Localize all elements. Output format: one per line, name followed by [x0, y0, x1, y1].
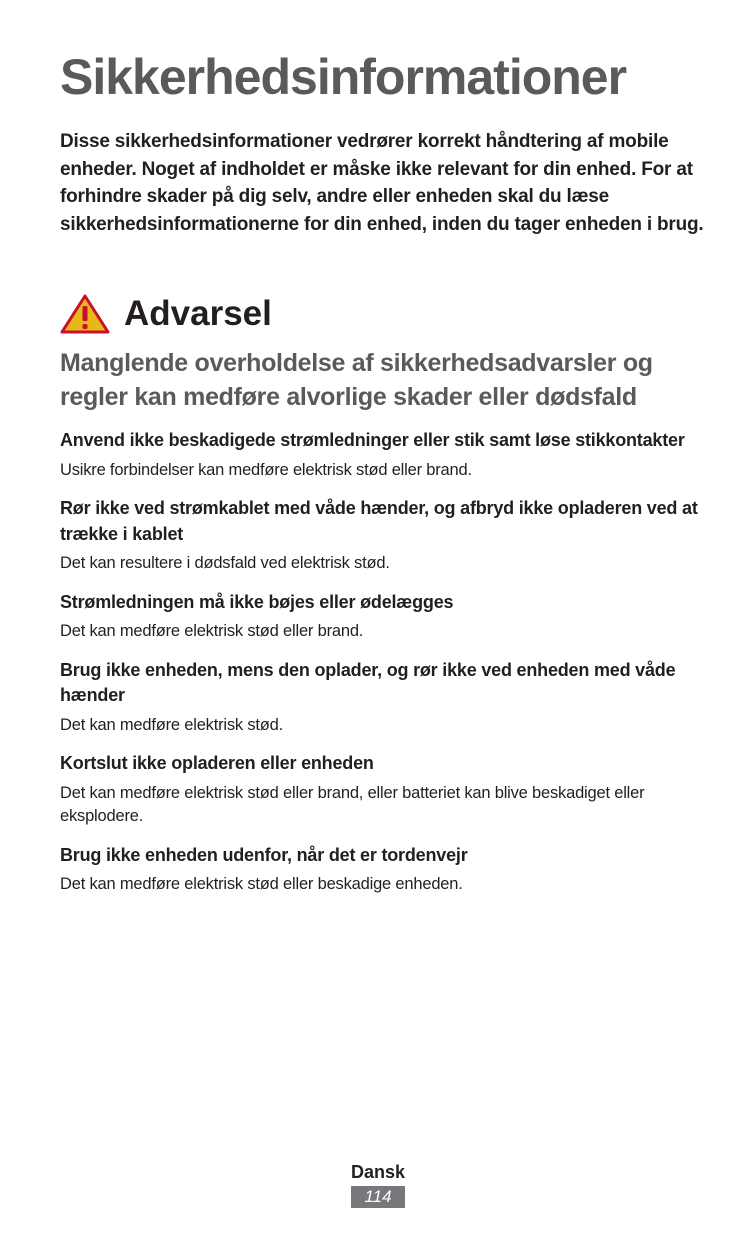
section-subtitle: Manglende overholdelse af sikkerhedsadvarsler og regler kan medføre alvorlige skader eller dødsfald — [60, 349, 653, 411]
safety-item — [60, 658, 708, 738]
item-body: Det kan medføre elektrisk stød eller beskadige enheden. — [60, 875, 463, 893]
footer-language: Dansk — [350, 1162, 406, 1182]
intro-paragraph: Disse sikkerhedsinformationer vedrører korrekt håndtering af mobile enheder. Noget af indholdet er måske ikke relevant for din enhed. For at forhindre skader på dig selv, andre eller enheden skal du læse sikkerhedsinformationerne for din enhed, inden du tager enheden i brug. — [60, 131, 704, 235]
safety-item — [60, 428, 708, 482]
item-title: Anvend ikke beskadigede strømledninger eller stik samt løse stikkontakter — [60, 430, 685, 450]
page-number-badge: 114 — [351, 1186, 405, 1208]
item-title: Kortslut ikke opladeren eller enheden — [60, 753, 374, 773]
safety-item — [60, 843, 708, 897]
safety-item — [60, 496, 708, 576]
item-title: Brug ikke enheden udenfor, når det er tordenvejr — [60, 844, 468, 865]
item-body: Det kan resultere i dødsfald ved elektrisk stød. — [60, 554, 390, 572]
safety-item — [60, 751, 708, 829]
item-title: Rør ikke ved strømkablet med våde hænder, og afbryd ikke opladeren ved at trække i kablet — [60, 498, 698, 544]
page-title: Sikkerhedsinformationer — [60, 49, 627, 105]
page-footer — [0, 1160, 756, 1208]
item-body: Usikre forbindelser kan medføre elektrisk stød eller brand. — [60, 460, 472, 479]
item-title: Strømledningen må ikke bøjes eller ødelægges — [60, 591, 454, 612]
document-page — [60, 44, 708, 897]
item-body: Det kan medføre elektrisk stød eller brand, eller batteriet kan blive beskadiget eller eksplodere. — [60, 783, 645, 825]
section-title: Advarsel — [124, 294, 272, 333]
warning-triangle-icon — [60, 294, 110, 334]
safety-item — [60, 590, 708, 644]
item-body: Det kan medføre elektrisk stød eller brand. — [60, 622, 364, 640]
section-header — [60, 294, 708, 334]
item-title: Brug ikke enheden, mens den oplader, og rør ikke ved enheden med våde hænder — [60, 659, 676, 705]
item-body: Det kan medføre elektrisk stød. — [60, 715, 284, 734]
